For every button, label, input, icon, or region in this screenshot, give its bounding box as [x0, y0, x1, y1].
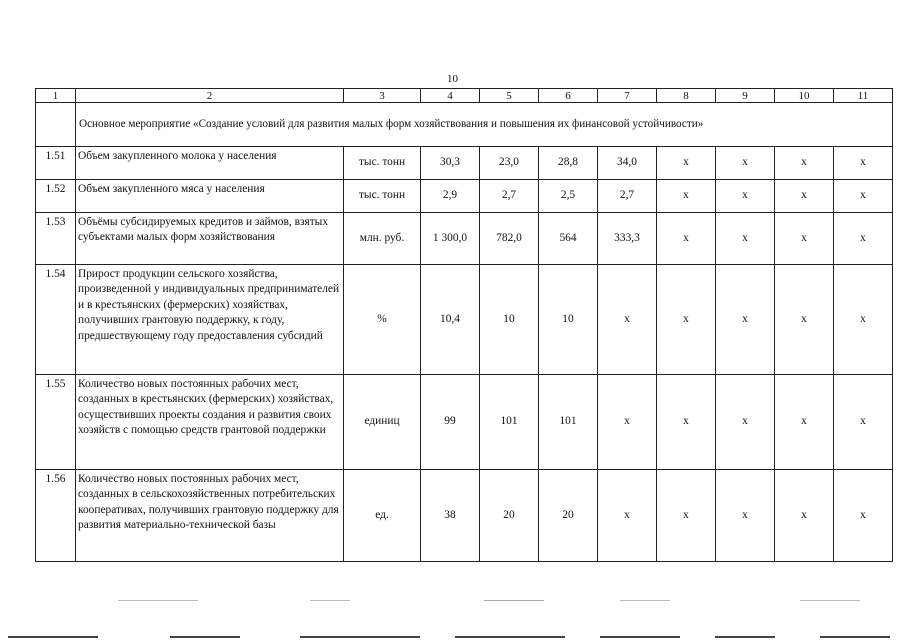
- value-cell: 2,7: [598, 180, 657, 213]
- column-header: 2: [76, 89, 344, 103]
- value-cell: 10: [539, 265, 598, 375]
- table-row: [36, 375, 893, 470]
- value-cell: 2,9: [421, 180, 480, 213]
- value-cell: 34,0: [598, 147, 657, 180]
- row-number: 1.56: [36, 470, 76, 562]
- unit-cell: %: [344, 265, 421, 375]
- section-row: [36, 103, 893, 147]
- value-cell: x: [775, 213, 834, 265]
- row-number: 1.52: [36, 180, 76, 213]
- column-number-header-row: [36, 89, 893, 103]
- scan-mark: [620, 600, 670, 601]
- table-row: [36, 147, 893, 180]
- unit-cell: млн. руб.: [344, 213, 421, 265]
- value-cell: 28,8: [539, 147, 598, 180]
- scan-mark: [820, 636, 890, 638]
- value-cell: x: [598, 265, 657, 375]
- scan-mark: [715, 636, 775, 638]
- scan-mark: [300, 636, 420, 638]
- value-cell: 10: [480, 265, 539, 375]
- unit-cell: тыс. тонн: [344, 147, 421, 180]
- value-cell: x: [834, 375, 893, 470]
- column-header: 6: [539, 89, 598, 103]
- value-cell: x: [657, 147, 716, 180]
- scan-mark: [170, 636, 240, 638]
- table-row: [36, 213, 893, 265]
- table-row: [36, 180, 893, 213]
- scan-mark: [118, 600, 198, 601]
- value-cell: x: [657, 265, 716, 375]
- value-cell: 2,5: [539, 180, 598, 213]
- column-header: 4: [421, 89, 480, 103]
- value-cell: 2,7: [480, 180, 539, 213]
- value-cell: 333,3: [598, 213, 657, 265]
- value-cell: x: [657, 213, 716, 265]
- value-cell: x: [834, 213, 893, 265]
- value-cell: 38: [421, 470, 480, 562]
- unit-cell: тыс. тонн: [344, 180, 421, 213]
- section-spacer-cell: [36, 103, 76, 147]
- column-header: 8: [657, 89, 716, 103]
- column-header: 11: [834, 89, 893, 103]
- scan-mark: [310, 600, 350, 601]
- scan-mark: [484, 600, 544, 601]
- value-cell: x: [775, 180, 834, 213]
- value-cell: x: [834, 147, 893, 180]
- indicator-name: Объем закупленного мяса у населения: [76, 180, 344, 213]
- indicator-name: Объем закупленного молока у населения: [76, 147, 344, 180]
- column-header: 10: [775, 89, 834, 103]
- value-cell: 101: [539, 375, 598, 470]
- value-cell: 101: [480, 375, 539, 470]
- column-header: 1: [36, 89, 76, 103]
- value-cell: x: [598, 375, 657, 470]
- indicator-name: Количество новых постоянных рабочих мест, созданных в крестьянских (фермерских) хозяйствах, осуществивших проекты создания и развития своих хозяйств с помощью средств грантовой поддержки: [76, 375, 344, 470]
- unit-cell: единиц: [344, 375, 421, 470]
- value-cell: x: [716, 265, 775, 375]
- value-cell: x: [598, 470, 657, 562]
- value-cell: x: [834, 180, 893, 213]
- row-number: 1.51: [36, 147, 76, 180]
- value-cell: x: [775, 265, 834, 375]
- indicators-table: [35, 88, 893, 562]
- value-cell: x: [716, 213, 775, 265]
- value-cell: x: [775, 147, 834, 180]
- value-cell: x: [775, 470, 834, 562]
- value-cell: x: [716, 470, 775, 562]
- value-cell: 23,0: [480, 147, 539, 180]
- scan-artifacts: [0, 588, 905, 640]
- value-cell: 10,4: [421, 265, 480, 375]
- unit-cell: ед.: [344, 470, 421, 562]
- value-cell: 20: [539, 470, 598, 562]
- value-cell: x: [775, 375, 834, 470]
- column-header: 7: [598, 89, 657, 103]
- value-cell: x: [834, 470, 893, 562]
- value-cell: 564: [539, 213, 598, 265]
- column-header: 9: [716, 89, 775, 103]
- scan-mark: [8, 636, 98, 638]
- table-row: [36, 470, 893, 562]
- table-row: [36, 265, 893, 375]
- indicator-name: Количество новых постоянных рабочих мест, созданных в сельскохозяйственных потребительских кооперативах, получивших грантовую поддержку для развития материально-технической базы: [76, 470, 344, 562]
- value-cell: x: [834, 265, 893, 375]
- value-cell: x: [657, 470, 716, 562]
- indicator-name: Прирост продукции сельского хозяйства, произведенной у индивидуальных предпринимателей и в крестьянских (фермерских) хозяйствах, получивших грантовую поддержку, к году, предшествующему году предоставления субсидий: [76, 265, 344, 375]
- scan-mark: [800, 600, 860, 601]
- value-cell: 782,0: [480, 213, 539, 265]
- row-number: 1.54: [36, 265, 76, 375]
- indicator-name: Объёмы субсидируемых кредитов и займов, взятых субъектами малых форм хозяйствования: [76, 213, 344, 265]
- value-cell: x: [716, 147, 775, 180]
- value-cell: x: [657, 180, 716, 213]
- section-title: Основное мероприятие «Создание условий для развития малых форм хозяйствования и повышения их финансовой устойчивости»: [76, 103, 893, 147]
- page-number: 10: [447, 73, 458, 85]
- value-cell: x: [657, 375, 716, 470]
- value-cell: x: [716, 180, 775, 213]
- value-cell: 99: [421, 375, 480, 470]
- value-cell: 30,3: [421, 147, 480, 180]
- value-cell: 20: [480, 470, 539, 562]
- scan-mark: [600, 636, 680, 638]
- column-header: 3: [344, 89, 421, 103]
- value-cell: 1 300,0: [421, 213, 480, 265]
- row-number: 1.53: [36, 213, 76, 265]
- scan-mark: [455, 636, 565, 638]
- value-cell: x: [716, 375, 775, 470]
- column-header: 5: [480, 89, 539, 103]
- row-number: 1.55: [36, 375, 76, 470]
